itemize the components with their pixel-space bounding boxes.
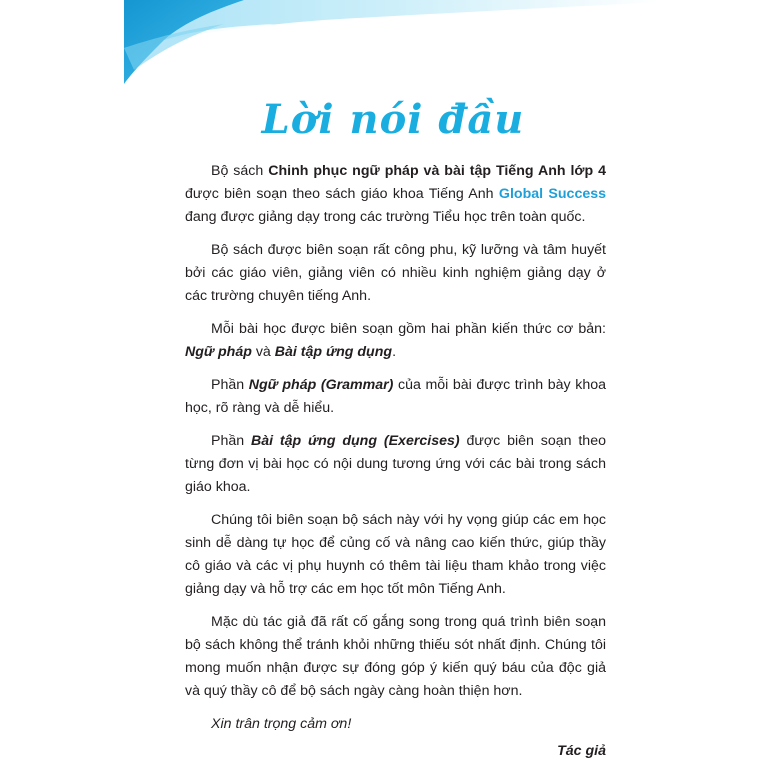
wave-decoration: [124, 0, 662, 84]
author-signature: Tác giả: [557, 743, 606, 759]
paragraph-6: Chúng tôi biên soạn bộ sách này với hy vọng giúp các em học sinh dễ dàng tự học để củng cố và nâng cao kiến thức, giúp thầy cô giáo và các vị phụ huynh có thêm tài liệu tham khảo trong việc giảng dạy và hỗ trợ các em học tốt môn Tiếng Anh.: [185, 512, 606, 597]
paragraph-5: Phần Bài tập ứng dụng (Exercises) được biên soạn theo từng đơn vị bài học có nội dung tương ứng với các bài trong sách giáo khoa.: [185, 433, 606, 495]
book-title: Chinh phục ngữ pháp và bài tập Tiếng Anh lớp 4: [268, 163, 606, 179]
paragraph-2: Bộ sách được biên soạn rất công phu, kỹ lưỡng và tâm huyết bởi các giáo viên, giảng viên có nhiều kinh nghiệm giảng dạy ở các trường chuyên tiếng Anh.: [185, 242, 606, 304]
closing-line: Xin trân trọng cảm ơn!: [211, 716, 352, 732]
paragraph-1: Bộ sách Chinh phục ngữ pháp và bài tập Tiếng Anh lớp 4 được biên soạn theo sách giáo khoa Tiếng Anh Global Success đang được giảng dạy trong các trường Tiểu học trên toàn quốc.: [185, 163, 607, 225]
page-title: Lời nói đầu: [261, 96, 525, 143]
preface-body: [185, 160, 606, 763]
paragraph-7: Mặc dù tác giả đã rất cố gắng song trong quá trình biên soạn bộ sách không thể tránh khỏi những thiếu sót nhất định. Chúng tôi mong muốn nhận được sự đóng góp ý kiến quý báu của độc giả và quý thầy cô để bộ sách ngày càng hoàn thiện hơn.: [185, 614, 606, 699]
paragraph-4: Phần Ngữ pháp (Grammar) của mỗi bài được trình bày khoa học, rõ ràng và dễ hiểu.: [185, 377, 607, 416]
book-page: [124, 0, 662, 779]
paragraph-3: Mỗi bài học được biên soạn gồm hai phần kiến thức cơ bản: Ngữ pháp và Bài tập ứng dụng.: [185, 321, 606, 360]
series-name: Global Success: [498, 186, 607, 202]
